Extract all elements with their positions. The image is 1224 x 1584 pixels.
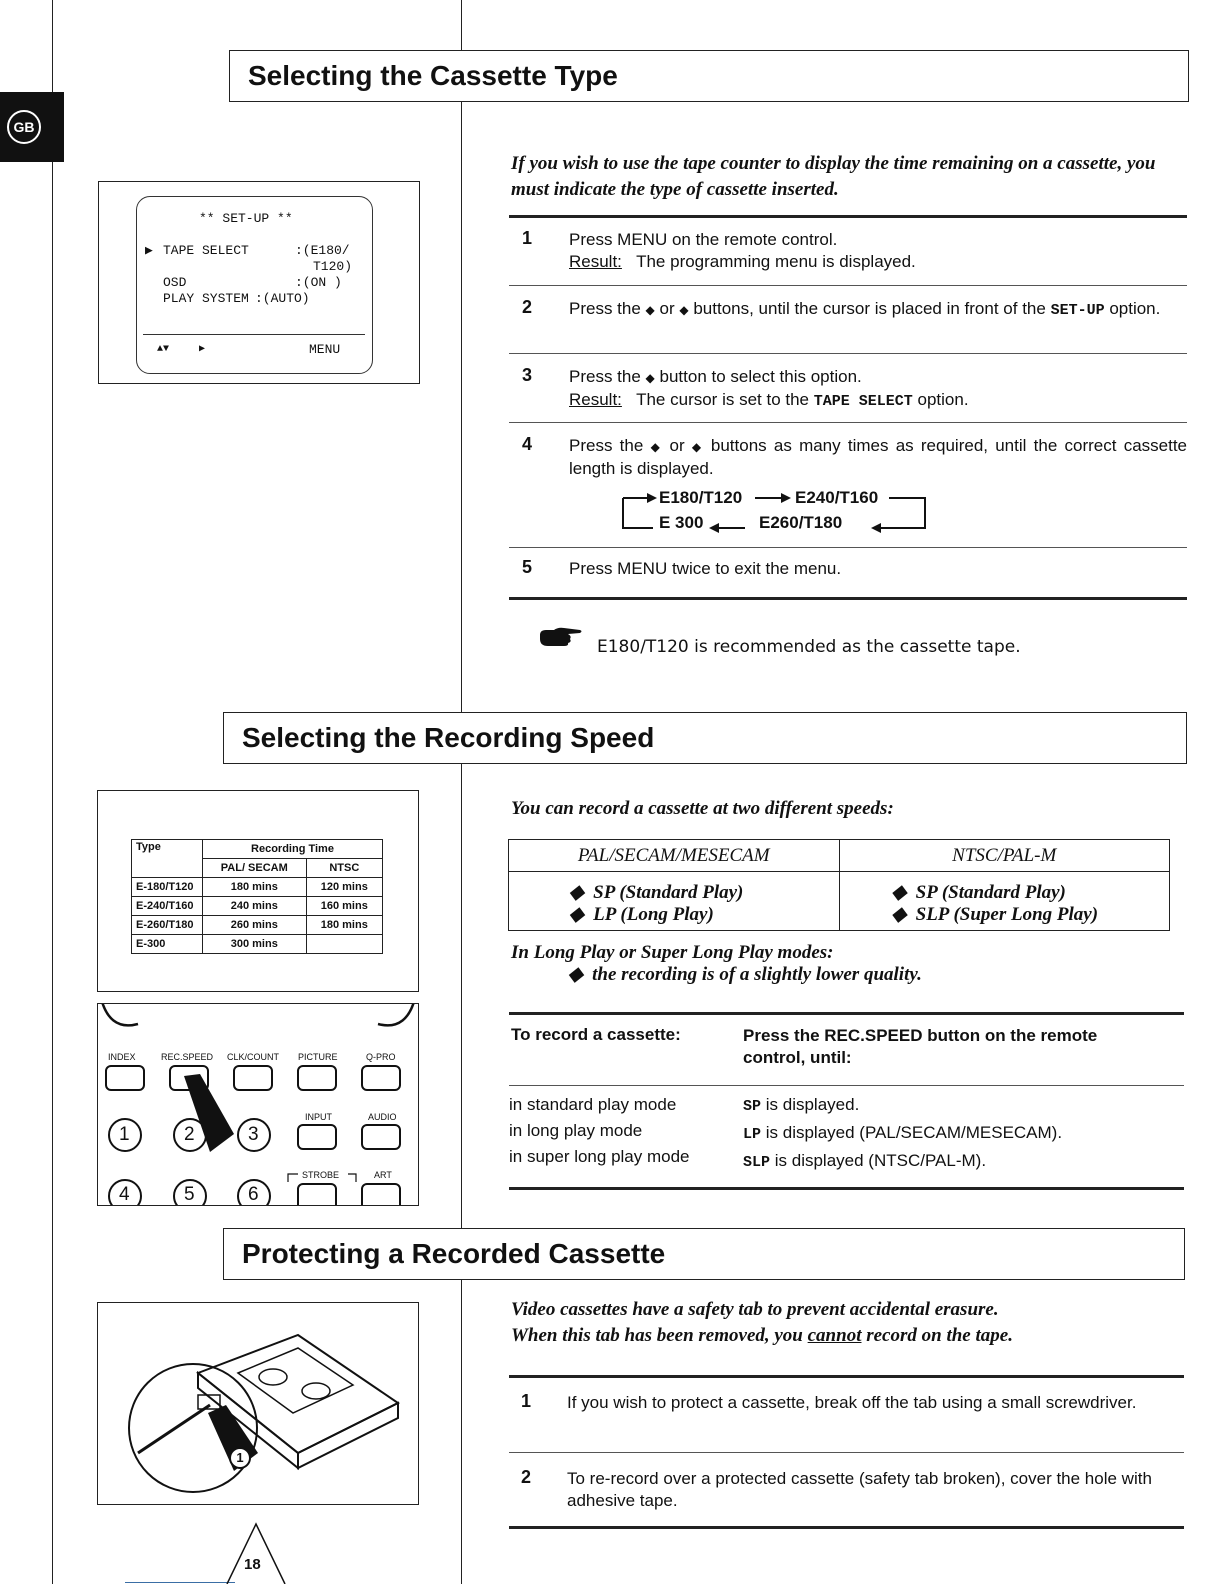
rt-cell: 120 mins — [306, 878, 382, 897]
step-text — [569, 435, 1187, 480]
remote-number-1: 1 — [119, 1124, 130, 1145]
step-text-part: buttons as many times as required, until the correct cassette length is displayed. — [569, 436, 1187, 478]
cassette-note: E180/T120 is recommended as the cassette tape. — [597, 637, 1021, 657]
step-text: If you wish to protect a cassette, break off the tab using a small screwdriver. — [567, 1393, 1137, 1412]
rt-cell — [306, 935, 382, 954]
pointing-hand-icon — [538, 627, 584, 649]
left-margin-line — [52, 0, 53, 1584]
recording-speed-intro: You can record a cassette at two different speeds: — [511, 798, 894, 819]
result-label: Result: — [569, 390, 622, 409]
rt-cell: 160 mins — [306, 897, 382, 916]
step-text-part: or — [669, 436, 685, 455]
step-number: 3 — [522, 365, 533, 385]
mode-item: ◆ SP (Standard Play) — [569, 882, 744, 903]
result-label: Result: — [569, 252, 622, 271]
step-number: 2 — [521, 1467, 532, 1487]
remote-label-strobe: STROBE — [302, 1170, 340, 1180]
step-text: Press MENU twice to exit the menu. — [569, 559, 842, 578]
mode-item: ◆ SLP (Super Long Play) — [891, 904, 1099, 925]
mode-item-text: SLP (Super Long Play) — [915, 904, 1099, 925]
step-divider — [509, 547, 1187, 548]
mode-item: ◆ SP (Standard Play) — [891, 882, 1066, 903]
rt-cell: 260 mins — [203, 916, 307, 935]
osd-footer-menu: MENU — [309, 342, 341, 357]
step-number: 5 — [522, 557, 533, 577]
osd-osd-label: OSD — [163, 275, 187, 290]
rt-cell: 240 mins — [203, 897, 307, 916]
remote-shapes — [98, 1004, 419, 1206]
rt-cell: 180 mins — [203, 878, 307, 897]
page-number: 18 — [244, 1556, 261, 1573]
osd-title: ** SET-UP ** — [199, 211, 293, 226]
long-play-note-text: the recording is of a slightly lower quality. — [592, 964, 922, 985]
result-text: option. — [917, 390, 969, 409]
long-play-note: ◆ the recording is of a slightly lower quality. — [568, 964, 922, 985]
section-title-cassette-type: Selecting the Cassette Type — [229, 50, 1189, 102]
mode-code: SLP — [743, 1154, 771, 1171]
rt-cell: E-260/T180 — [132, 916, 203, 935]
step-divider — [509, 422, 1187, 423]
mode-item: ◆ LP (Long Play) — [569, 904, 714, 925]
step-number: 1 — [522, 228, 533, 248]
mode-code: SP — [743, 1098, 762, 1115]
speed-divider — [509, 1085, 1184, 1086]
remote-number-5: 5 — [184, 1184, 195, 1205]
osd-footer-arrows: ▲▼ — [157, 344, 170, 355]
section-title-recording-speed: Selecting the Recording Speed — [223, 712, 1187, 764]
mode-row-label: in super long play mode — [509, 1147, 690, 1166]
osd-cursor: ▶ — [145, 243, 153, 258]
rt-cell: E-300 — [132, 935, 203, 954]
rt-header-pal: PAL/ SECAM — [203, 859, 307, 878]
result-text: The cursor is set to the — [636, 390, 809, 409]
language-tab — [0, 92, 64, 162]
cassette-type-intro: If you wish to use the tape counter to display the time remaining on a cassette, you must indicate the type of cassette inserted. — [511, 153, 1156, 200]
remote-number-3: 3 — [248, 1124, 259, 1145]
mode-row-result — [743, 1092, 1062, 1176]
modes-header-pal: PAL/SECAM/MESECAM — [509, 840, 840, 872]
step-text-part: option. — [1109, 299, 1161, 318]
remote-label-q-pro: Q-PRO — [366, 1052, 396, 1062]
step-divider — [509, 285, 1187, 286]
cycle-item: E 300 — [659, 513, 704, 532]
instruction-right: Press the REC.SPEED button on the remote control, until: — [743, 1026, 1098, 1067]
speed-bottom-rule — [509, 1187, 1184, 1190]
rt-cell: 300 mins — [203, 935, 307, 954]
osd-footer-enter: ▶ — [199, 344, 206, 355]
page-footer-line — [125, 1582, 235, 1583]
protect-intro-line1: Video cassettes have a safety tab to prevent accidental erasure. — [511, 1299, 999, 1320]
cassette-cycle-diagram — [615, 486, 945, 538]
mode-item-text: LP (Long Play) — [593, 904, 714, 925]
cycle-item: E180/T120 — [659, 488, 743, 507]
language-badge: GB — [7, 110, 41, 144]
down-button-icon: ◆ — [691, 440, 704, 454]
osd-play-system-label: PLAY SYSTEM — [163, 291, 249, 306]
setup-option-code: SET-UP — [1050, 302, 1105, 319]
result-text: The programming menu is displayed. — [636, 252, 916, 271]
remote-label-input: INPUT — [305, 1112, 332, 1122]
protect-intro-line2 — [511, 1323, 1013, 1349]
protect-top-rule — [509, 1375, 1184, 1378]
step-number: 2 — [522, 297, 533, 317]
column-divider-line — [461, 0, 462, 1584]
mode-item-text: SP (Standard Play) — [915, 882, 1066, 903]
mode-result-text: is displayed (PAL/SECAM/MESECAM). — [765, 1123, 1063, 1142]
long-play-heading: In Long Play or Super Long Play modes: — [511, 942, 834, 963]
intro-part: record on the tape. — [866, 1325, 1013, 1346]
step-text-part: buttons, until the cursor is placed in front of the — [693, 299, 1046, 318]
step-divider — [509, 353, 1187, 354]
mode-result-text: is displayed. — [765, 1095, 860, 1114]
step-text-part: Press the — [569, 299, 641, 318]
remote-number-2: 2 — [184, 1124, 195, 1145]
step-result — [569, 251, 1187, 273]
step-instruction: Press MENU on the remote control. — [569, 230, 838, 249]
step-text — [569, 229, 1187, 273]
step-text — [569, 298, 1187, 322]
mode-row-label: in long play mode — [509, 1121, 643, 1140]
osd-play-system-value: :(AUTO) — [255, 291, 310, 306]
intro-part: When this tab has been removed, you — [511, 1325, 803, 1346]
up-button-icon: ◆ — [645, 303, 655, 317]
cycle-item: E240/T160 — [795, 488, 879, 507]
section-title-protecting: Protecting a Recorded Cassette — [223, 1228, 1185, 1280]
recording-time-table — [131, 839, 383, 954]
remote-illustration-frame — [97, 1003, 419, 1206]
instruction-left: To record a cassette: — [511, 1025, 681, 1044]
protect-bottom-rule — [509, 1526, 1184, 1529]
remote-label-art: ART — [374, 1170, 392, 1180]
cassette-illustration-frame — [97, 1302, 419, 1505]
step-divider — [509, 1452, 1184, 1453]
intro-emphasis: cannot — [807, 1325, 862, 1346]
remote-label-index: INDEX — [108, 1052, 136, 1062]
step-text-part: or — [659, 299, 675, 318]
osd-divider — [143, 334, 365, 335]
cassette-drawing — [98, 1303, 419, 1505]
down-button-icon: ◆ — [679, 303, 689, 317]
rt-cell: 180 mins — [306, 916, 382, 935]
mode-row — [509, 1092, 690, 1170]
mode-row-label: in standard play mode — [509, 1095, 677, 1114]
step-text-part: button to select this option. — [659, 367, 862, 386]
step-text-part: Press the — [569, 367, 641, 386]
rt-header-type: Type — [132, 840, 203, 878]
cycle-item: E260/T180 — [759, 513, 843, 532]
osd-tape-select-value2: T120) — [313, 259, 353, 274]
step-text-part: Press the — [569, 436, 644, 455]
step-text: To re-record over a protected cassette (safety tab broken), cover the hole with adhesive tape. — [567, 1469, 1152, 1510]
right-button-icon: ◆ — [645, 371, 655, 385]
osd-tape-select-label: TAPE SELECT — [163, 243, 249, 258]
remote-label-audio: AUDIO — [368, 1112, 397, 1122]
modes-header-ntsc: NTSC/PAL-M — [839, 840, 1170, 872]
osd-screen-frame — [98, 181, 420, 384]
mode-code: LP — [743, 1126, 762, 1143]
mode-item-text: SP (Standard Play) — [593, 882, 744, 903]
step-number: 1 — [521, 1391, 532, 1411]
remote-label-rec-speed: REC.SPEED — [161, 1052, 214, 1062]
rt-cell: E-180/T120 — [132, 878, 203, 897]
rt-header-ntsc: NTSC — [306, 859, 382, 878]
mode-result-text: is displayed (NTSC/PAL-M). — [774, 1151, 987, 1170]
recording-time-frame — [97, 790, 419, 992]
page-number-triangle — [225, 1522, 287, 1584]
step-number: 4 — [522, 434, 533, 454]
remote-number-4: 4 — [119, 1184, 130, 1205]
rt-header-time: Recording Time — [203, 840, 383, 859]
osd-screen — [136, 196, 373, 374]
callout-circle: 1 — [229, 1447, 251, 1469]
osd-osd-value: :(ON ) — [295, 275, 342, 290]
remote-number-6: 6 — [248, 1184, 259, 1205]
osd-tape-select-value: :(E180/ — [295, 243, 350, 258]
up-button-icon: ◆ — [650, 440, 663, 454]
speed-top-rule — [509, 1012, 1184, 1015]
remote-label-clk-count: CLK/COUNT — [227, 1052, 280, 1062]
step-text — [569, 366, 1187, 413]
tape-select-code: TAPE SELECT — [813, 393, 913, 410]
remote-label-picture: PICTURE — [298, 1052, 338, 1062]
steps-bottom-rule — [509, 597, 1187, 600]
speed-modes-table — [508, 839, 1170, 931]
steps-top-rule — [509, 215, 1187, 218]
rt-cell: E-240/T160 — [132, 897, 203, 916]
